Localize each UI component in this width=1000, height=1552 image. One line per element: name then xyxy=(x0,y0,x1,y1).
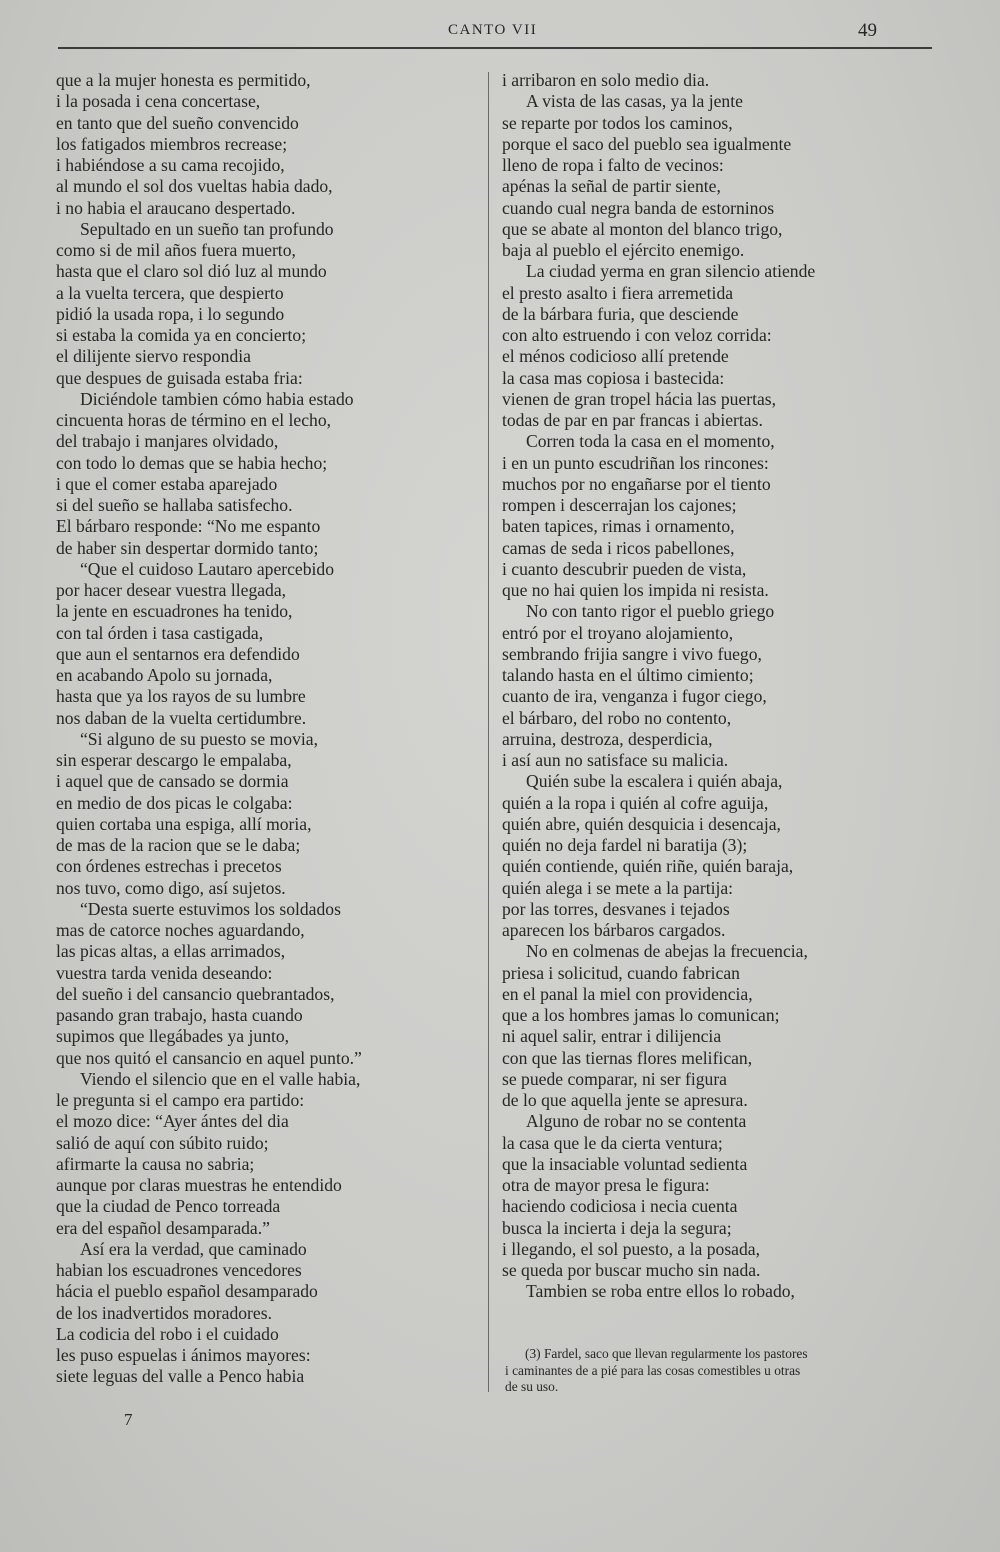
verse-line: el ménos codicioso allí pretende xyxy=(502,346,729,367)
verse-line: se queda por buscar mucho sin nada. xyxy=(502,1260,761,1280)
running-title: CANTO VII xyxy=(448,22,538,38)
verse-line: i que el comer estaba aparejado xyxy=(56,473,278,494)
verse-line: nos tuvo, como digo, así sujetos. xyxy=(56,877,286,898)
verse-line: habian los escuadrones vencedores xyxy=(56,1260,302,1280)
verse-line: de haber sin despertar dormido tanto; xyxy=(56,537,319,558)
verse-line: i llegando, el sol puesto, a la posada, xyxy=(502,1238,760,1259)
verse-line: sembrando frijia sangre i vivo fuego, xyxy=(502,643,762,664)
verse-line: les puso espuelas i ánimos mayores: xyxy=(56,1345,311,1365)
verse-line: cuanto de ira, venganza i fugor ciego, xyxy=(502,686,767,707)
verse-line: quién a la ropa i quién al cofre aguija, xyxy=(502,792,769,813)
verse-line: Corren toda la casa en el momento, xyxy=(526,431,775,452)
verse-line: i aquel que de cansado se dormia xyxy=(56,771,289,792)
verse-line: apénas la señal de partir siente, xyxy=(502,176,721,197)
left-column xyxy=(56,70,481,1388)
verse-line: en medio de dos picas le colgaba: xyxy=(56,792,293,813)
verse-line: salió de aquí con súbito ruido; xyxy=(56,1132,269,1153)
verse-line: por las torres, desvanes i tejados xyxy=(502,898,730,919)
verse-line: se puede comparar, ni ser figura xyxy=(502,1068,727,1089)
verse-line: al mundo el sol dos vueltas habia dado, xyxy=(56,176,333,197)
verse-line: que despues de guisada estaba fria: xyxy=(56,367,303,388)
verse-line: i la posada i cena concertase, xyxy=(56,91,261,112)
verse-line: baten tapices, rimas i ornamento, xyxy=(502,516,735,537)
verse-line: con alto estruendo i con veloz corrida: xyxy=(502,325,772,345)
verse-line: con tal órden i tasa castigada, xyxy=(56,622,264,643)
verse-line: afirmarte la causa no sabria; xyxy=(56,1153,255,1174)
verse-line: muchos por no engañarse por el tiento xyxy=(502,473,771,494)
page-number: 49 xyxy=(858,20,877,41)
verse-line: camas de seda i ricos pabellones, xyxy=(502,537,735,558)
verse-line: rompen i descerrajan los cajones; xyxy=(502,495,737,515)
verse-line: quién contiende, quién riñe, quién baraja, xyxy=(502,856,794,877)
verse-line: se reparte por todos los caminos, xyxy=(502,112,733,133)
verse-line: La ciudad yerma en gran silencio atiende xyxy=(526,261,816,282)
footnote-line: i caminantes de a pié para las cosas comestibles u otras xyxy=(505,1362,801,1378)
verse-line: siete leguas del valle a Penco habia xyxy=(56,1366,305,1387)
verse-line: de lo que aquella jente se apresura. xyxy=(502,1090,748,1110)
verse-line: haciendo codiciosa i necia cuenta xyxy=(502,1196,738,1217)
verse-line: vuestra tarda venida deseando: xyxy=(56,962,273,983)
verse-line: aunque por claras muestras he entendido xyxy=(56,1175,342,1195)
footnote-line: (3) Fardel, saco que llevan regularmente los pastores xyxy=(525,1346,808,1361)
footnote-line: de su uso. xyxy=(505,1379,559,1394)
verse-line: i no habia el araucano despertado. xyxy=(56,197,296,218)
verse-line: busca la incierta i deja la segura; xyxy=(502,1217,732,1238)
verse-line: i arribaron en solo medio dia. xyxy=(502,70,710,90)
verse-line: del sueño i del cansancio quebrantados, xyxy=(56,983,335,1004)
verse-line: con todo lo demas que se habia hecho; xyxy=(56,452,328,473)
verse-line: A vista de las casas, ya la jente xyxy=(526,91,743,112)
verse-line: en tanto que del sueño convencido xyxy=(56,112,299,133)
verse-line: supimos que llegábades ya junto, xyxy=(56,1026,290,1047)
verse-line: La codicia del robo i el cuidado xyxy=(56,1323,279,1344)
verse-line: porque el saco del pueblo sea igualmente xyxy=(502,133,792,154)
verse-line: que no hai quien los impida ni resista. xyxy=(502,580,769,600)
right-column xyxy=(502,70,942,1303)
verse-line: era del español desamparada.” xyxy=(56,1217,270,1238)
verse-line: Viendo el silencio que en el valle habia, xyxy=(80,1068,361,1089)
verse-line: todas de par en par francas i abiertas. xyxy=(502,410,763,430)
verse-line: la casa que le da cierta ventura; xyxy=(502,1132,723,1153)
verse-line: de los inadvertidos moradores. xyxy=(56,1302,272,1323)
verse-line: El bárbaro responde: “No me espanto xyxy=(56,516,321,537)
verse-line: otra de mayor presa le figura: xyxy=(502,1175,710,1195)
verse-line: si del sueño se hallaba satisfecho. xyxy=(56,495,293,515)
verse-line: Sepultado en un sueño tan profundo xyxy=(80,218,334,239)
verse-line: sin esperar descargo le empalaba, xyxy=(56,750,292,770)
verse-line: No con tanto rigor el pueblo griego xyxy=(526,601,775,622)
verse-line: entró por el troyano alojamiento, xyxy=(502,622,734,643)
verse-line: hácia el pueblo español desamparado xyxy=(56,1281,318,1302)
verse-line: mas de catorce noches aguardando, xyxy=(56,920,305,940)
verse-line: del trabajo i manjares olvidado, xyxy=(56,431,279,452)
verse-line: hasta que el claro sol dió luz al mundo xyxy=(56,261,327,282)
verse-line: que la ciudad de Penco torreada xyxy=(56,1196,281,1217)
verse-line: i en un punto escudriñan los rincones: xyxy=(502,452,769,473)
verse-line: con órdenes estrechas i precetos xyxy=(56,856,282,877)
verse-line: cincuenta horas de término en el lecho, xyxy=(56,410,332,430)
verse-line: baja al pueblo el ejército enemigo. xyxy=(502,240,745,260)
verse-line: le pregunta si el campo era partido: xyxy=(56,1090,305,1110)
verse-line: i habiéndose a su cama recojido, xyxy=(56,155,285,175)
verse-line: quién no deja fardel ni baratija (3); xyxy=(502,835,748,855)
verse-line: en acabando Apolo su jornada, xyxy=(56,665,273,685)
verse-line: la casa mas copiosa i bastecida: xyxy=(502,367,725,388)
verse-line: lleno de ropa i falto de vecinos: xyxy=(502,155,724,175)
verse-line: “Si alguno de su puesto se movia, xyxy=(80,728,318,749)
verse-line: Tambien se roba entre ellos lo robado, xyxy=(526,1281,795,1302)
verse-line: i así aun no satisface su malicia. xyxy=(502,750,729,770)
verse-line: el dilijente siervo respondia xyxy=(56,346,251,367)
header-rule xyxy=(58,47,932,49)
verse-line: arruina, destroza, desperdicia, xyxy=(502,728,713,749)
verse-line: que a los hombres jamas lo comunican; xyxy=(502,1005,780,1025)
verse-line: aparecen los bárbaros cargados. xyxy=(502,920,726,940)
verse-line: i cuanto descubrir pueden de vista, xyxy=(502,558,747,579)
verse-line: el mozo dice: “Ayer ántes del dia xyxy=(56,1111,289,1132)
verse-line: nos daban de la vuelta certidumbre. xyxy=(56,707,307,728)
verse-line: ni aquel salir, entrar i dilijencia xyxy=(502,1026,722,1047)
verse-line: “Desta suerte estuvimos los soldados xyxy=(80,898,341,919)
verse-line: quién alega i se mete a la partija: xyxy=(502,877,734,898)
signature-mark: 7 xyxy=(124,1410,133,1429)
verse-line: vienen de gran tropel hácia las puertas, xyxy=(502,388,777,409)
verse-line: de mas de la racion que se le daba; xyxy=(56,835,301,855)
verse-line: que aun el sentarnos era defendido xyxy=(56,643,300,664)
verse-line: que se abate al monton del blanco trigo, xyxy=(502,218,783,239)
verse-line: talando hasta en el último cimiento; xyxy=(502,665,754,685)
verse-line: con que las tiernas flores melifican, xyxy=(502,1047,753,1068)
verse-line: No en colmenas de abejas la frecuencia, xyxy=(526,941,808,962)
footnote xyxy=(505,1346,945,1396)
verse-line: pasando gran trabajo, hasta cuando xyxy=(56,1005,303,1025)
running-head xyxy=(0,20,1000,44)
verse-line: la jente en escuadrones ha tenido, xyxy=(56,601,293,622)
verse-line: a la vuelta tercera, que despierto xyxy=(56,282,284,303)
verse-line: por hacer desear vuestra llegada, xyxy=(56,580,287,600)
verse-line: hasta que ya los rayos de su lumbre xyxy=(56,686,306,707)
column-divider xyxy=(488,72,489,1392)
verse-line: Así era la verdad, que caminado xyxy=(80,1238,307,1259)
verse-line: de la bárbara furia, que desciende xyxy=(502,303,739,324)
verse-line: pidió la usada ropa, i lo segundo xyxy=(56,303,285,324)
verse-line: cuando cual negra banda de estorninos xyxy=(502,197,775,218)
verse-line: que a la mujer honesta es permitido, xyxy=(56,70,311,90)
verse-line: “Que el cuidoso Lautaro apercebido xyxy=(80,558,335,579)
verse-line: en el panal la miel con providencia, xyxy=(502,983,753,1004)
verse-line: los fatigados miembros recrease; xyxy=(56,133,288,154)
verse-line: las picas altas, a ellas arrimados, xyxy=(56,941,286,962)
verse-line: si estaba la comida ya en concierto; xyxy=(56,325,307,345)
verse-line: priesa i solicitud, cuando fabrican xyxy=(502,962,740,983)
verse-line: que la insaciable voluntad sedienta xyxy=(502,1153,748,1174)
verse-line: el bárbaro, del robo no contento, xyxy=(502,707,732,728)
verse-line: el presto asalto i fiera arremetida xyxy=(502,282,734,303)
verse-line: Diciéndole tambien cómo habia estado xyxy=(80,388,354,409)
verse-line: que nos quitó el cansancio en aquel punto.” xyxy=(56,1047,362,1068)
verse-line: Quién sube la escalera i quién abaja, xyxy=(526,771,783,792)
verse-line: quien cortaba una espiga, allí moria, xyxy=(56,813,312,834)
verse-line: Alguno de robar no se contenta xyxy=(526,1111,747,1132)
verse-line: como si de mil años fuera muerto, xyxy=(56,240,296,260)
verse-line: quién abre, quién desquicia i desencaja, xyxy=(502,813,781,834)
